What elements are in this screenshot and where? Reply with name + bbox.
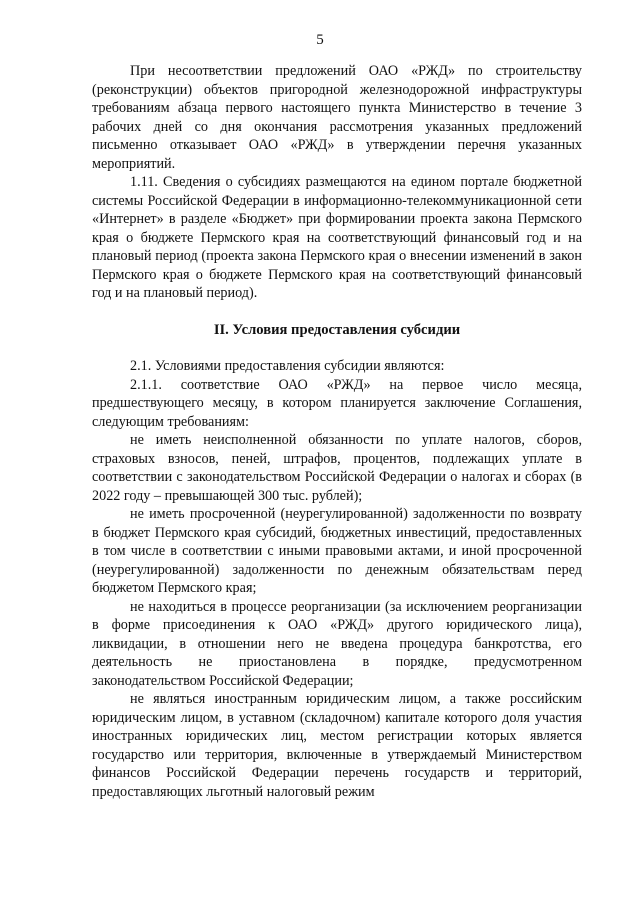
page-number: 5	[316, 32, 324, 48]
paragraph-2-1-conditions: 2.1. Условиями предоставления субсидии являются:	[130, 358, 445, 374]
paragraph-no-overdue-debt: не иметь просроченной (неурегулированной) задолженности по возврату в бюджет Пермского края субсидий, бюджетных инвестиций, предоставленных в том числе в соответствии с иными правовыми актами, и иной просроченной (неурегулированной) задолженности по денежным обязательствам перед бюджетом Пермского края;	[92, 506, 582, 596]
document-body	[92, 62, 582, 801]
paragraph-no-reorganization: не находиться в процессе реорганизации (за исключением реорганизации в форме присоединения к ОАО «РЖД» другого юридического лица), ликвидации, в отношении него не введена процедура банкротства, его деятельность не приостановлена в порядке, предусмотренном законодательством Российской Федерации;	[92, 598, 582, 689]
paragraph-2-1-1-requirements: 2.1.1. соответствие ОАО «РЖД» на первое число месяца, предшествующего месяцу, в котором планируется заключение Соглашения, следующим требованиям:	[92, 376, 582, 430]
paragraph-no-tax-debt: не иметь неисполненной обязанности по уплате налогов, сборов, страховых взносов, пеней, штрафов, процентов, подлежащих уплате в соответствии с законодательством Российской Федерации о налогах и сборах (в 2022 году – превышающей 300 тыс. рублей);	[92, 432, 582, 504]
section-title: II. Условия предоставления субсидии	[213, 321, 461, 338]
paragraph-not-foreign-entity: не являться иностранным юридическим лицом, а также российским юридическим лицом, в уставном (складочном) капитале которого доля участия иностранных юридических лиц, местом регистрации которых является государство или территория, включенные в утверждаемый Министерством финансов Российской Федерации перечень государств и территорий, предоставляющих льготный налоговый режим	[92, 691, 582, 800]
paragraph-1-11-subsidy-info: 1.11. Сведения о субсидиях размещаются на едином портале бюджетной системы Российской Федерации в информационно-телекоммуникационной сети «Интернет» в разделе «Бюджет» при формировании проекта закона Пермского края о бюджете Пермского края на соответствующий финансовый год и на плановый период (проекта закона Пермского края о внесении изменений в закон Пермского края о бюджете Пермского края на соответствующий финансовый год и на плановый период).	[92, 174, 582, 301]
paragraph-rzd-refusal: При несоответствии предложений ОАО «РЖД» по строительству (реконструкции) объектов пригородной железнодорожной инфраструктуры требованиям абзаца первого настоящего пункта Министерство в течение 3 рабочих дней со дня окончания рассмотрения указанных предложений письменно отказывает ОАО «РЖД» в утверждении перечня указанных мероприятий.	[92, 63, 582, 172]
